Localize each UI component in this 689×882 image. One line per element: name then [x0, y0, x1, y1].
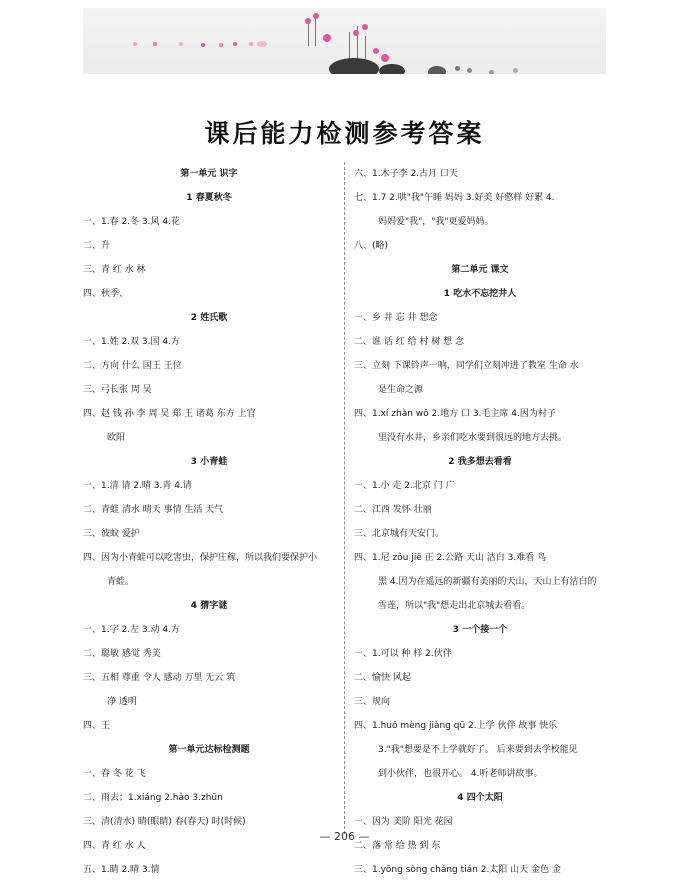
answer-line: 三、青 红 水 林 — [83, 265, 146, 275]
decor-flower — [323, 34, 331, 42]
answer-line: 五、1.睛 2.晴 3.情 — [83, 865, 160, 875]
decor-dot — [133, 42, 137, 46]
header-banner — [83, 8, 606, 74]
answer-line: 三、规向 — [354, 697, 391, 707]
section-heading: 3 小青蛙 — [190, 457, 228, 467]
answer-line: 二、谁 话 红 给 村 树 想 念 — [354, 337, 465, 347]
decor-flower — [353, 30, 359, 36]
decor-flower — [362, 24, 368, 30]
answer-line: 妈妈爱"我"，"我"更爱妈妈。 — [378, 217, 494, 227]
decor-dot — [513, 68, 518, 73]
section-heading: 1 春夏秋冬 — [186, 193, 232, 203]
section-heading: 1 吃水不忘挖井人 — [443, 289, 517, 299]
answer-line: 三、彼蚊 爱护 — [83, 529, 140, 539]
decor-dot — [257, 41, 267, 47]
answer-line: 里没有水井，乡亲们吃水要到很远的地方去挑。 — [378, 433, 568, 443]
answer-line: 欧阳 — [107, 433, 126, 443]
answer-line: 二、聪敏 感觉 秀美 — [83, 649, 161, 659]
answer-line: 四、1.xí zhàn wǒ 2.地方 口 3.毛主席 4.因为村子 — [354, 409, 556, 419]
section-heading: 第一单元 识字 — [180, 169, 238, 179]
decor-dot — [233, 42, 237, 46]
answer-line: 四、1.尼 zǒu jiē 正 2.公路 天山 洁白 3.难看 鸟 — [354, 553, 547, 563]
decor-dot — [219, 43, 223, 47]
decor-dot — [153, 42, 157, 46]
answer-line: 净 透明 — [107, 697, 137, 707]
decor-dot — [489, 70, 494, 74]
answer-line: 八、(略) — [354, 241, 389, 251]
answer-line: 一、1.可以 种 样 2.伙伴 — [354, 649, 452, 659]
answer-line: 三、北京城有天安门。 — [354, 529, 445, 539]
column-divider — [344, 162, 345, 834]
answer-line: 一、因为 美阶 阳光 花园 — [354, 817, 453, 827]
answer-line: 黑 4.因为在遥远的新疆有美丽的天山，天山上有洁白的 — [378, 577, 597, 587]
answer-line: 一、1.小 走 2.北京 门 广 — [354, 481, 455, 491]
section-heading: 3 一个接一个 — [452, 625, 508, 635]
section-heading: 第一单元达标检测题 — [168, 745, 250, 755]
left-answer-column — [83, 162, 335, 882]
answer-line: 一、1.清 请 2.晴 3.青 4.请 — [83, 481, 192, 491]
decor-flower — [313, 13, 319, 19]
answer-line: 一、乡 井 忘 井 想念 — [354, 313, 438, 323]
answer-line: 二、青蛙 清水 晴天 事情 生活 天气 — [83, 505, 224, 515]
decor-ground — [428, 66, 446, 74]
answer-line: 四、秋季、 — [83, 289, 129, 299]
answer-line: 三、清(清水) 睛(眼睛) 春(春天) 时(时候) — [83, 817, 246, 827]
answer-line: 二、雨去；1.xiáng 2.hǎo 3.zhūn — [83, 793, 223, 803]
section-heading: 4 猜字谜 — [190, 601, 228, 611]
answer-line: 一、1.字 2.左 3.动 4.方 — [83, 625, 180, 635]
answer-line: 三、弓长张 周 吴 — [83, 385, 152, 395]
answer-line: 二、升 — [83, 241, 111, 251]
right-answer-column — [354, 162, 606, 882]
decor-dot — [455, 66, 460, 71]
answer-line: 四、赵 钱 孙 李 周 吴 郑 王 诸葛 东方 上官 — [83, 409, 256, 419]
answer-line: 七、1.7 2.哄"我"午睡 妈妈 3.好美 好憨样 好累 4. — [354, 193, 555, 203]
answer-line: 四、1.huǒ mèng jiàng qū 2.上学 伙伴 故事 快乐 — [354, 721, 558, 731]
decor-flower — [305, 18, 311, 24]
section-heading: 第二单元 课文 — [451, 265, 509, 275]
answer-line: 一、春 冬 花 飞 — [83, 769, 146, 779]
answer-line: 二、愉快 风起 — [354, 673, 411, 683]
decor-flower — [381, 54, 389, 62]
answer-line: 二、落 常 给 热 到 东 — [354, 841, 441, 851]
answer-line: 是生命之源 — [378, 385, 424, 395]
section-heading: 2 我多想去看看 — [448, 457, 512, 467]
decor-ground — [329, 58, 379, 74]
answer-line: 二、方向 什么 国王 王位 — [83, 361, 182, 371]
answer-line: 3."我"想要是不上学就好了。 后来要到去学校能见 — [378, 745, 578, 755]
answer-line: 四、因为小青蛙可以吃害虫，保护庄稼，所以我们要保护小 — [83, 553, 318, 563]
decor-stem — [315, 16, 316, 46]
answer-line: 到小伙伴，也很开心。 4.听老师讲故事。 — [378, 769, 543, 779]
answer-line: 三、1.yǒng sòng cháng tián 2.太阳 山天 金色 金 — [354, 865, 561, 875]
answer-line: 四、青 红 水 人 — [83, 841, 146, 851]
answer-line: 青蛙。 — [107, 577, 135, 587]
section-heading: 4 四个太阳 — [457, 793, 503, 803]
decor-dot — [179, 42, 183, 46]
section-heading: 2 姓氏歌 — [190, 313, 228, 323]
page-title: 课后能力检测参考答案 — [204, 119, 485, 148]
decor-ground — [379, 64, 405, 74]
answer-line: 一、1.姓 2.双 3.国 4.方 — [83, 337, 180, 347]
answer-line: 雪莲，所以"我"想走出北京城去看看。 — [378, 601, 531, 611]
decor-dot — [467, 68, 472, 73]
answer-line: 二、江西 发怀 壮丽 — [354, 505, 432, 515]
decor-dot — [249, 42, 253, 46]
answer-line: 六、1.木子李 2.古月 口天 — [354, 169, 458, 179]
answer-line: 三、立刻 下课铃声一响，同学们立刻冲进了教室 生命 水 — [354, 361, 579, 371]
decor-flower — [373, 48, 379, 54]
answer-line: 四、王 — [83, 721, 111, 731]
decor-dot — [201, 43, 205, 47]
answer-line: 三、五相 尊重 令人 感动 万里 无云 筑 — [83, 673, 236, 683]
page-number: — 206 — — [319, 830, 370, 843]
answer-line: 一、1.春 2.冬 3.风 4.花 — [83, 217, 180, 227]
